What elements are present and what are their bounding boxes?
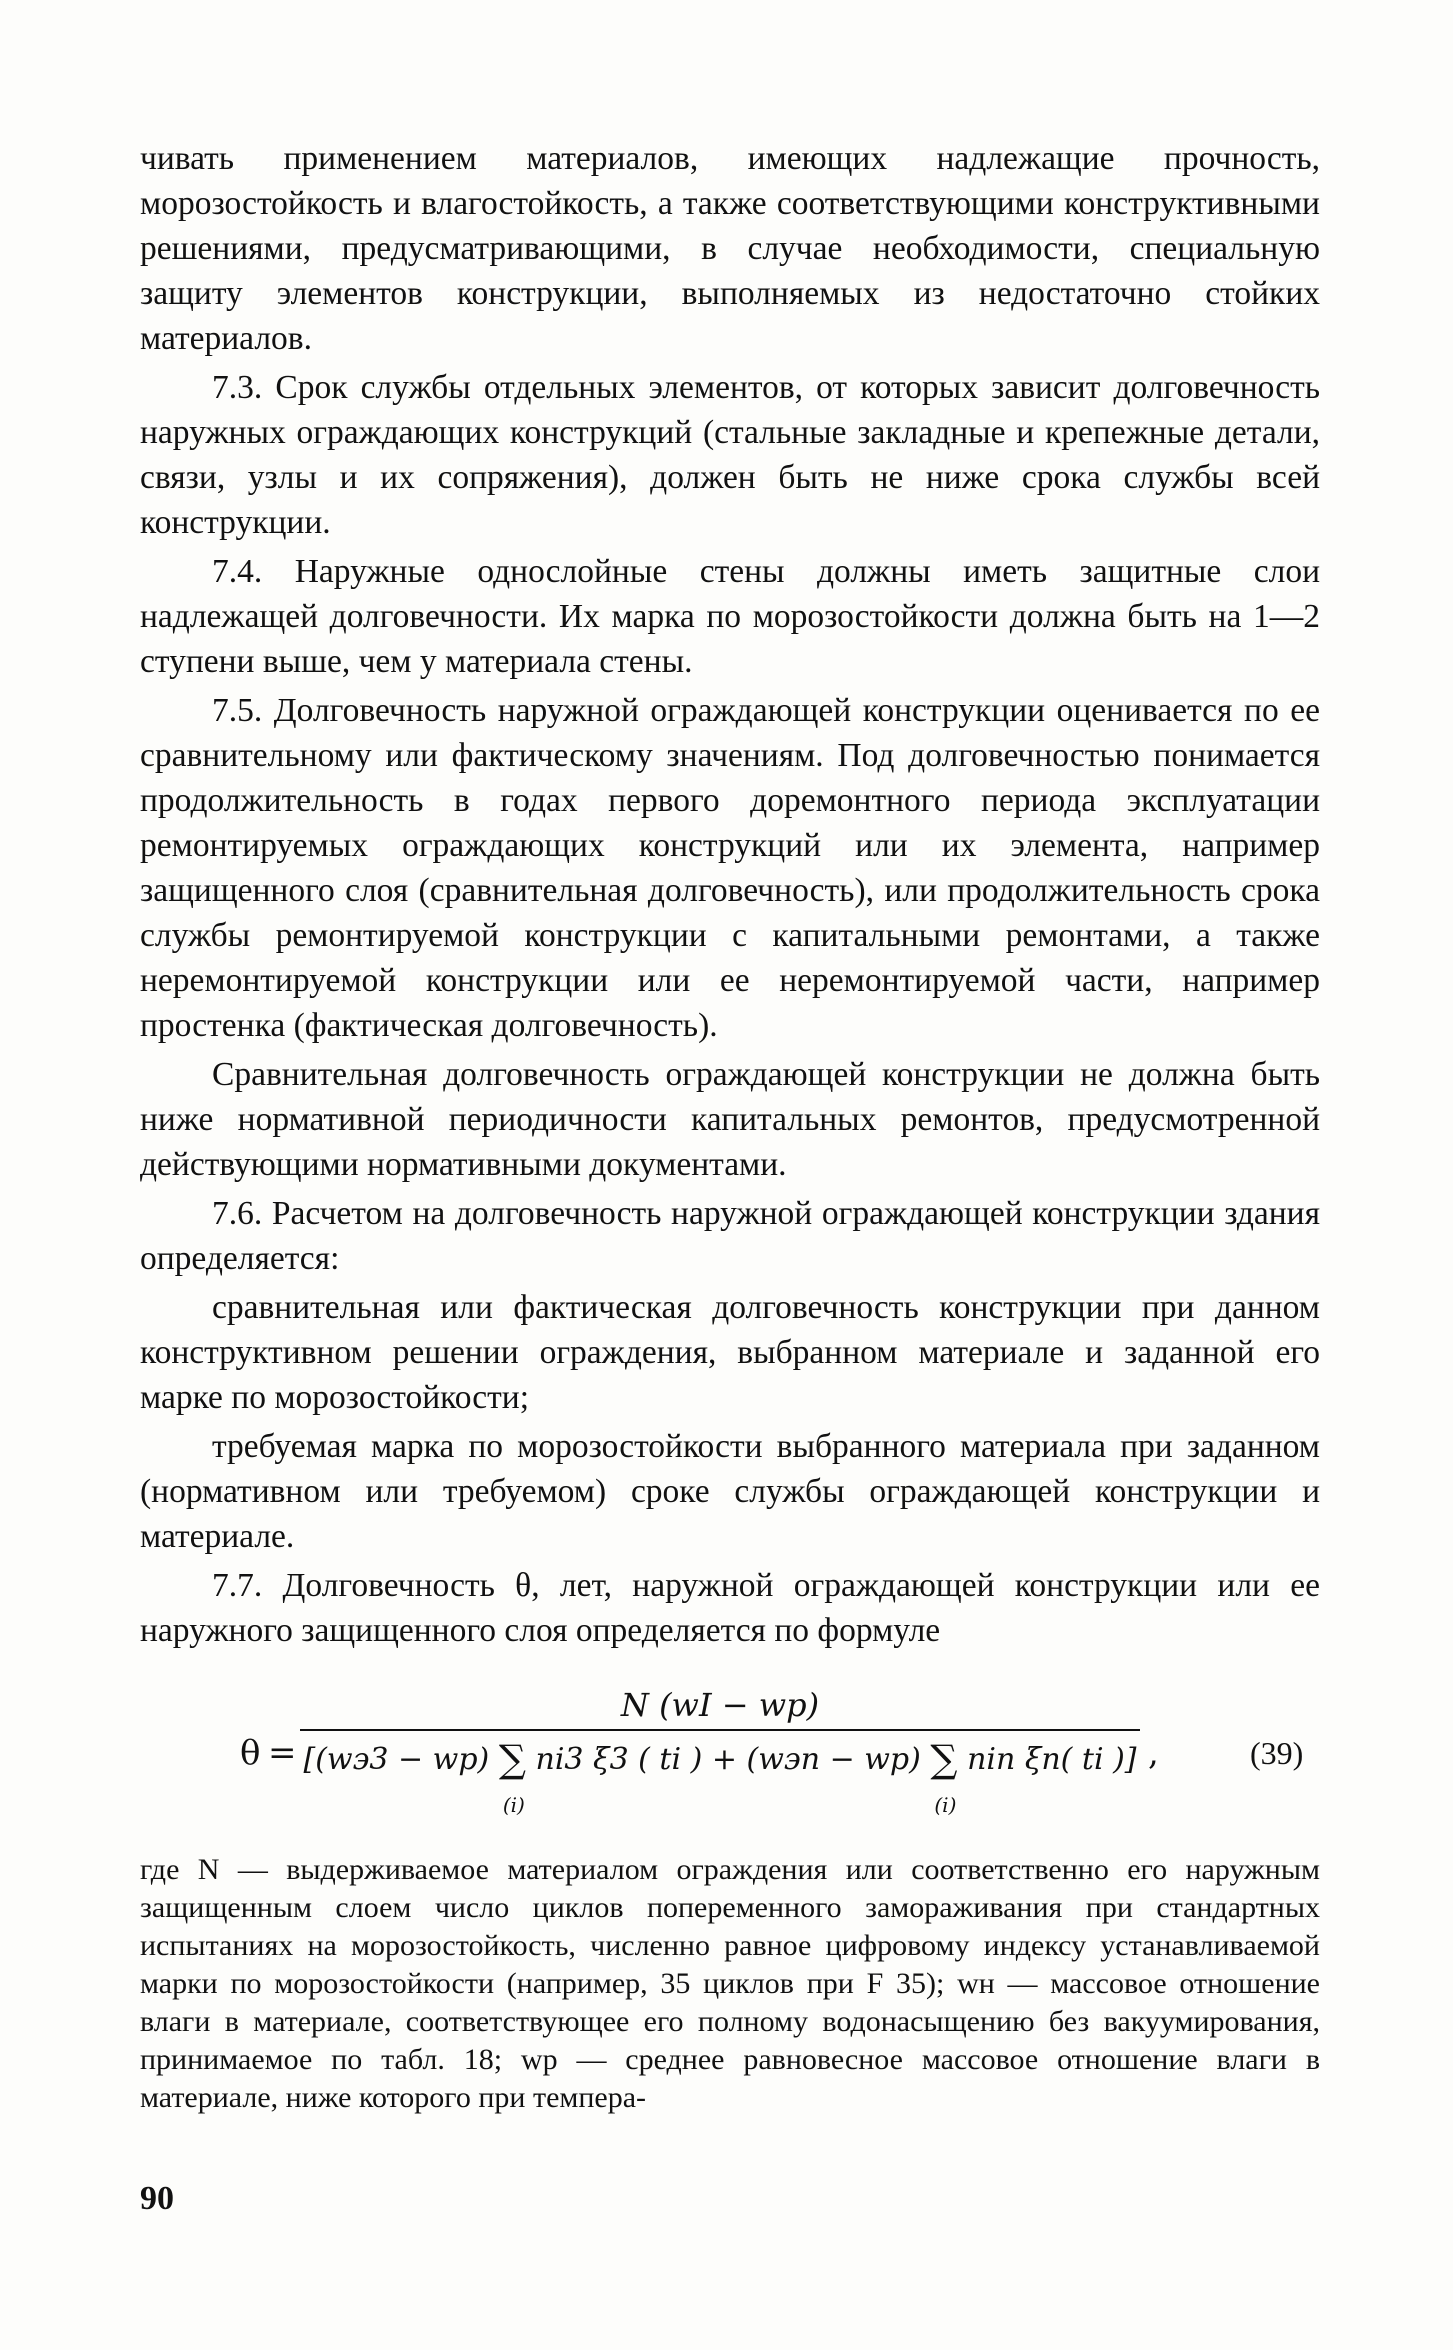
denominator-mid: ni3 ξ3 ( ti ) + (wэn − wp) <box>535 1742 921 1777</box>
formula-number: (39) <box>1250 1735 1304 1771</box>
paragraph-7-6: 7.6. Расчетом на долговечность наружной ограждающей конструкции здания определяется: <box>140 1195 1320 1277</box>
formula-legend: где N — выдерживаемое материалом ограждения или соответственно его наружным защищенным слоем число циклов попеременного замораживания при стандартных испытаниях на морозостойкость, численно равное цифровому индексу устанавливаемой марки по морозостойкости (например, 35 циклов при F 35); wн — массовое отношение влаги в материале, соответствующее его полному водонасыщению без вакуумирования, принимаемое по табл. 18; wр — среднее равновесное массовое отношение влаги в материале, ниже которого при темпера- <box>140 1853 1320 2114</box>
body-text <box>140 136 1320 2117</box>
paragraph-7-3: 7.3. Срок службы отдельных элементов, от которых зависит долговечность наружных ограждающих конструкций (стальные закладные и крепежные детали, связи, узлы и их сопряжения), должен быть не ниже срока службы всей конструкции. <box>140 369 1320 541</box>
denominator-right: nin ξn( ti )] <box>967 1742 1137 1777</box>
formula-comma: , <box>1148 1733 1159 1773</box>
formula-fraction <box>300 1683 1140 1817</box>
formula-equals: = <box>268 1733 297 1773</box>
paragraph-comparative-durability: Сравнительная долговечность ограждающей конструкции не должна быть ниже нормативной периодичности капитальных ремонтов, предусмотренной действующими нормативными документами. <box>140 1056 1320 1183</box>
page-number: 90 <box>140 2180 174 2217</box>
sum-index: (i) <box>934 1793 957 1817</box>
paragraph-continuation: чивать применением материалов, имеющих надлежащие прочность, морозостойкость и влагостойкость, а также соответствующими конструктивными решениями, предусматривающими, в случае необходимости, специальную защиту элементов конструкции, выполняемых из недостаточно стойких материалов. <box>140 140 1320 357</box>
paragraph-7-5: 7.5. Долговечность наружной ограждающей конструкции оценивается по ее сравнительному или фактическому значениям. Под долговечностью понимается продолжительность в годах первого доремонтного периода эксплуатации ремонтируемых ограждающих конструкций или их элемента, например защищенного слоя (сравнительная долговечность), или продолжительность срока службы ремонтируемой конструкции с капитальными ремонтами, а также неремонтируемой конструкции или ее неремонтируемой части, например простенка (фактическая долговечность). <box>140 692 1320 1044</box>
sum-2 <box>930 1737 958 1817</box>
sum-symbol: ∑ <box>930 1737 958 1781</box>
formula-lhs: θ <box>240 1733 261 1773</box>
formula-39 <box>140 1675 1320 1825</box>
formula-numerator: N (wI − wp) <box>620 1686 820 1724</box>
denominator-left: [(wэ3 − wp) <box>303 1742 490 1777</box>
sum-index: (i) <box>502 1793 525 1817</box>
list-item-comparative: сравнительная или фактическая долговечность конструкции при данном конструктивном решении ограждения, выбранном материале и заданной его марке по морозостойкости; <box>140 1289 1320 1416</box>
sum-1 <box>498 1737 526 1817</box>
sum-symbol: ∑ <box>498 1737 526 1781</box>
paragraph-7-4: 7.4. Наружные однослойные стены должны иметь защитные слои надлежащей долговечности. Их марка по морозостойкости должна быть на 1—2 ступени выше, чем у материала стены. <box>140 553 1320 680</box>
formula-denominator <box>300 1731 1140 1817</box>
paragraph-7-7: 7.7. Долговечность θ, лет, наружной ограждающей конструкции или ее наружного защищенного слоя определяется по формуле <box>140 1567 1320 1649</box>
list-item-required-grade: требуемая марка по морозостойкости выбранного материала при заданном (нормативном или требуемом) сроке службы ограждающей конструкции и материале. <box>140 1428 1320 1555</box>
